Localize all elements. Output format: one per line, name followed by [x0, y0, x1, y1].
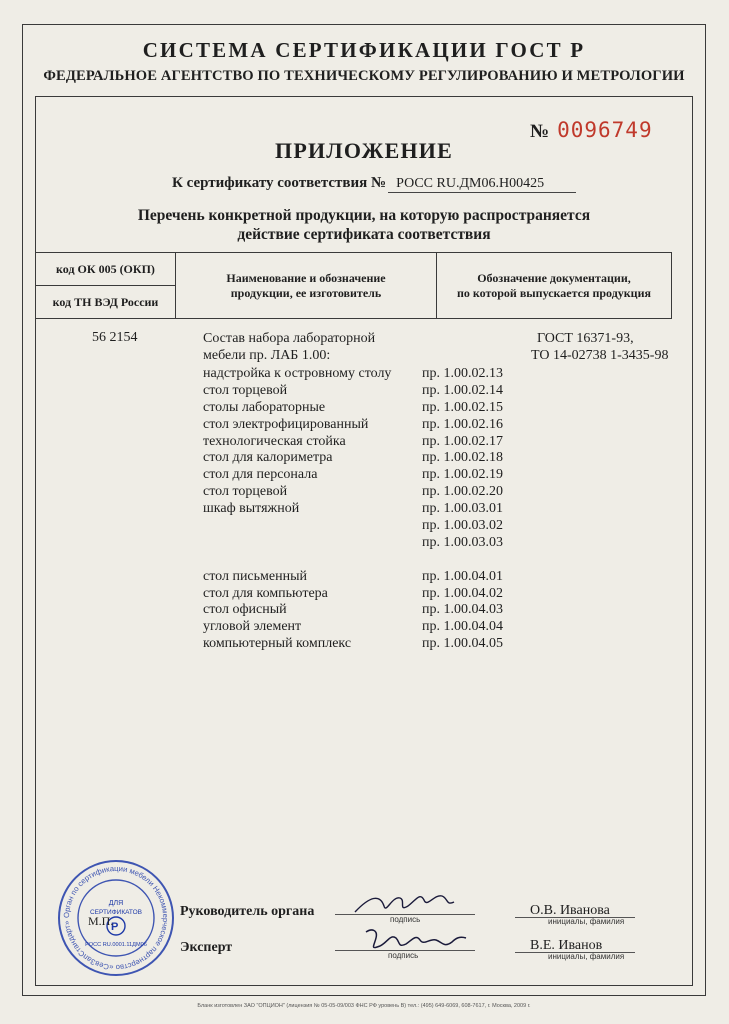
list-item: [203, 383, 503, 400]
header-documentation: [437, 253, 672, 319]
list-item: [203, 535, 503, 552]
item-code: пр. 1.00.04.04: [422, 619, 503, 635]
list-item: [203, 501, 503, 518]
product-title-line2: мебели пр. ЛАБ 1.00:: [203, 348, 331, 363]
list-item: [203, 602, 503, 619]
header-product-name-line2: продукции, ее изготовитель: [230, 285, 382, 300]
item-code: пр. 1.00.03.01: [422, 501, 503, 517]
item-code: пр. 1.00.02.14: [422, 382, 503, 398]
list-heading-line1: Перечень конкретной продукции, на которую распространяется: [137, 207, 591, 224]
footer-print-info: Бланк изготовлен ЗАО "ОПЦИОН" (лицензия № 05-05-09/003 ФНС РФ уровень В) тел.: (495) 649-6069, 608-7617, г. Москва, 2009 г.: [197, 1003, 531, 1009]
item-code: пр. 1.00.04.03: [422, 602, 503, 618]
item-name: стол торцевой: [203, 382, 288, 398]
list-item: [203, 434, 503, 451]
item-name: технологическая стойка: [203, 433, 346, 449]
page-title: ПРИЛОЖЕНИЕ: [275, 138, 453, 163]
item-code: пр. 1.00.02.19: [422, 467, 503, 483]
documentation-line1: ГОСТ 16371-93,: [537, 331, 634, 346]
header-tnved-code: код ТН ВЭД России: [36, 286, 176, 319]
item-code: пр. 1.00.04.05: [422, 636, 503, 652]
expert-name: В.Е. Иванов: [530, 938, 603, 953]
header-okp-code: код ОК 005 (ОКП): [36, 253, 176, 286]
list-item: [203, 484, 503, 501]
item-name: стол офисный: [203, 602, 287, 618]
system-title: СИСТЕМА СЕРТИФИКАЦИИ ГОСТ Р: [142, 38, 586, 62]
product-table-header: [35, 252, 672, 319]
item-code: пр. 1.00.02.13: [422, 366, 503, 381]
product-title-line1: Состав набора лабораторной: [203, 331, 376, 346]
item-name: шкаф вытяжной: [203, 501, 300, 517]
item-code: пр. 1.00.03.02: [422, 518, 503, 534]
seal-center-top: ДЛЯ: [108, 900, 124, 907]
certificate-label: К сертификату соответствия №: [172, 175, 387, 191]
expert-signature-caption: подпись: [388, 951, 419, 960]
item-code: пр. 1.00.03.03: [422, 534, 503, 550]
list-item: [203, 400, 503, 417]
expert-label: Эксперт: [180, 940, 233, 955]
seal-stamp: [56, 858, 176, 978]
item-code: пр. 1.00.02.17: [422, 433, 503, 449]
item-name: столы лабораторные: [203, 399, 326, 415]
list-heading: [22, 206, 706, 244]
documentation-line2: ТО 14-02738 1-3435-98: [531, 348, 669, 363]
certificate-number: РОСС RU.ДМ06.Н00425: [388, 176, 576, 193]
seal-center-bottom: РОСС RU.0001.11ДМ06: [85, 942, 147, 948]
item-name: [203, 518, 422, 535]
item-code: пр. 1.00.02.15: [422, 399, 503, 415]
product-title: [203, 330, 433, 364]
item-name: стол письменный: [203, 568, 307, 584]
item-code: пр. 1.00.04.01: [422, 568, 503, 584]
number-symbol: №: [530, 121, 550, 142]
item-code: пр. 1.00.02.16: [422, 416, 503, 432]
item-name: компьютерный комплекс: [203, 636, 352, 652]
head-name-caption: инициалы, фамилия: [548, 917, 625, 926]
expert-name-caption: инициалы, фамилия: [548, 952, 625, 961]
list-heading-line2: действие сертификата соответствия: [237, 226, 491, 243]
item-name: стол для калориметра: [203, 450, 333, 466]
product-documentation: [531, 330, 668, 364]
list-item: [203, 619, 503, 636]
item-name: надстройка к островному столу: [203, 366, 392, 381]
header-product-name: [176, 253, 437, 319]
product-items-list: [203, 366, 503, 653]
list-item: [203, 417, 503, 434]
head-label: Руководитель органа: [180, 904, 315, 919]
seal-ring-text: Орган по сертификации мебели Некоммерческое партнерство «СевЗапСтандарт»: [61, 863, 171, 973]
item-code: пр. 1.00.02.20: [422, 484, 503, 500]
item-name: угловой элемент: [203, 619, 302, 635]
head-signature: [350, 888, 460, 918]
certificate-reference: [172, 175, 576, 193]
list-item: [203, 467, 503, 484]
item-code: пр. 1.00.02.18: [422, 450, 503, 466]
head-name: О.В. Иванова: [530, 903, 610, 918]
item-name: стол торцевой: [203, 484, 288, 500]
seal-center-mid: СЕРТИФИКАТОВ: [89, 909, 143, 916]
header-documentation-line1: Обозначение документации,: [477, 270, 631, 285]
item-code: пр. 1.00.04.02: [422, 585, 503, 601]
stamp-place-mark: М.П.: [88, 914, 114, 928]
expert-signature: [360, 924, 470, 954]
list-item: [203, 569, 503, 586]
agency-name: ФЕДЕРАЛЬНОЕ АГЕНТСТВО ПО ТЕХНИЧЕСКОМУ РЕГУЛИРОВАНИЮ И МЕТРОЛОГИИ: [43, 68, 685, 84]
svg-text:Р: Р: [111, 921, 119, 933]
header-documentation-line2: по которой выпускается продукция: [456, 285, 652, 300]
item-name: стол электрофицированный: [203, 416, 369, 432]
item-name: стол для персонала: [203, 467, 318, 483]
item-name: [203, 535, 422, 552]
list-item: [203, 518, 503, 535]
item-name: стол для компьютера: [203, 585, 328, 601]
header-product-name-line1: Наименование и обозначение: [226, 270, 386, 285]
list-spacer: [203, 552, 503, 569]
product-code: 56 2154: [92, 330, 138, 345]
list-item: [203, 636, 503, 653]
list-item: [203, 586, 503, 603]
head-signature-caption: подпись: [390, 915, 421, 924]
list-item: [203, 366, 503, 383]
form-number-value: 0096749: [557, 118, 653, 142]
list-item: [203, 450, 503, 467]
